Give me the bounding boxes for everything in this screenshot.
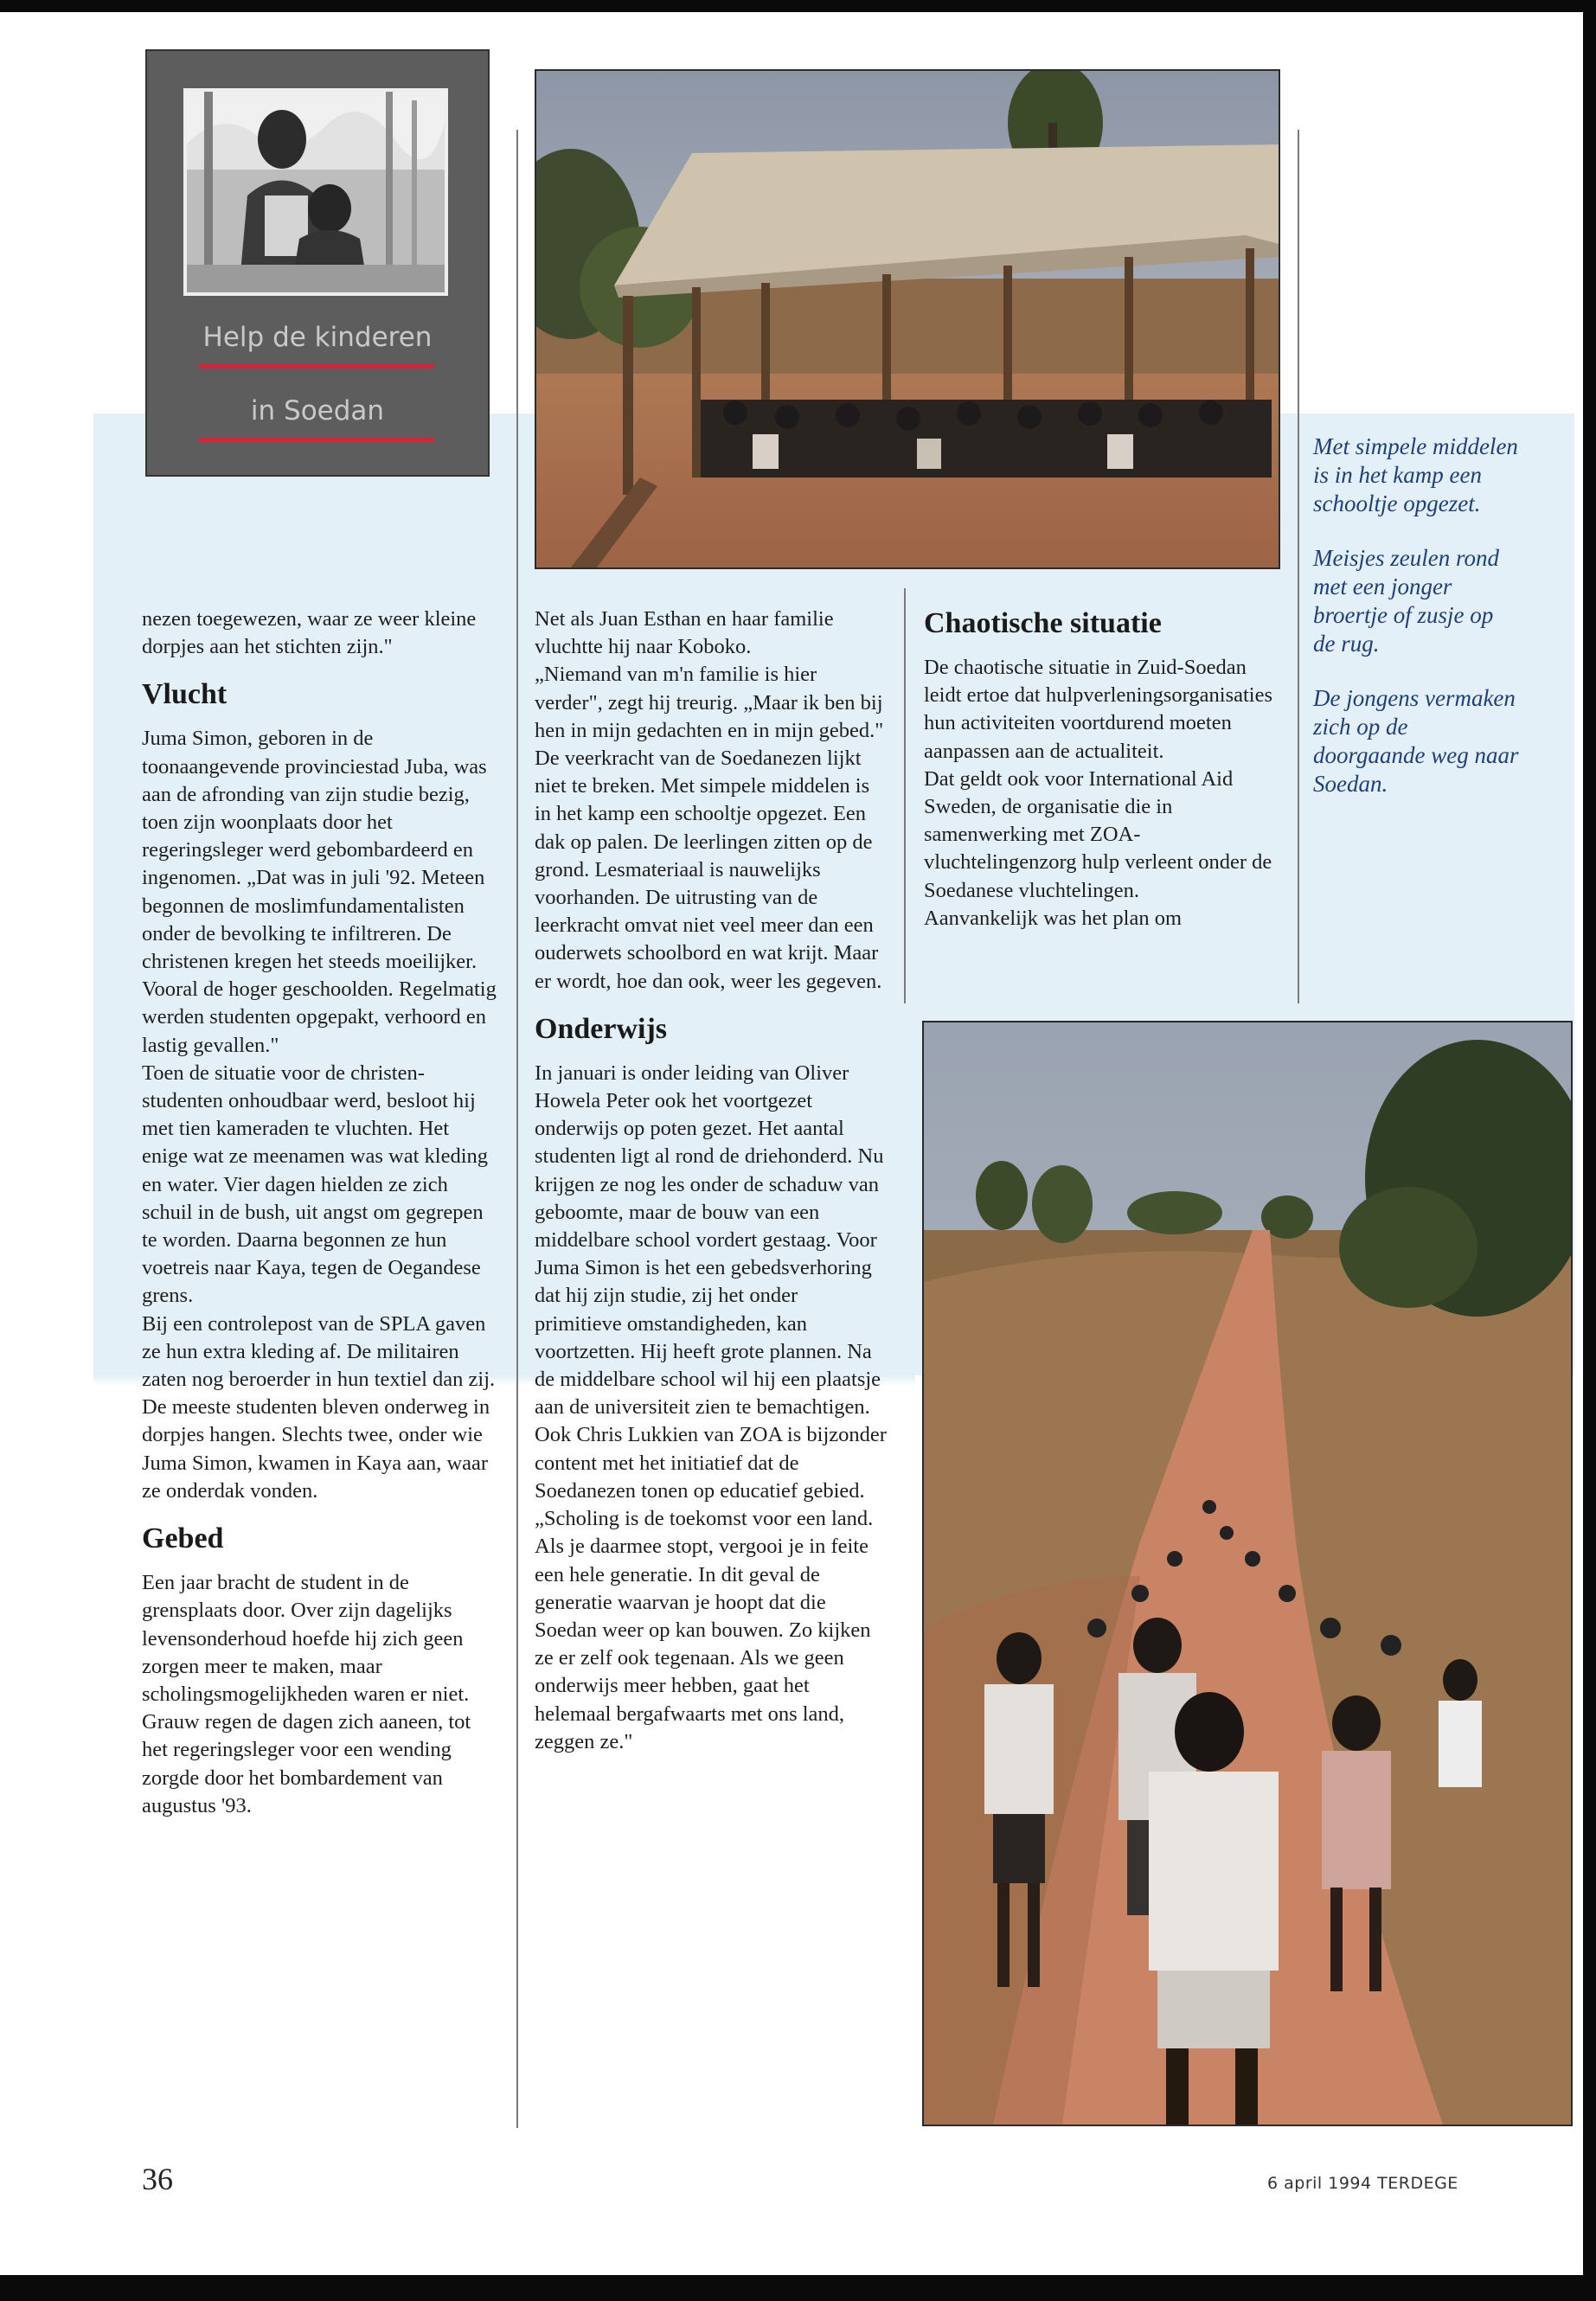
heading-gebed: Gebed bbox=[142, 1522, 224, 1555]
column-rule-2 bbox=[904, 588, 906, 1003]
page-number: 36 bbox=[142, 2162, 173, 2196]
col1-paragraph-4: Een jaar bracht de student in de grensplaats door. Over zijn dagelijks levensonderhoud hoefde hij zich geen zorgen meer te maken, maar scholingsmogelijkheden waren er niet. Grauw regen de dagen zich aaneen, tot het regeringsleger voor een wending zorgde door het bombardement van augustus '93. bbox=[142, 1571, 471, 1817]
caption-school: Met simpele middelen is in het kamp een schooltje opgezet. bbox=[1313, 433, 1518, 516]
col2-paragraph-5: Ook Chris Lukkien van ZOA is bijzonder content met het initiatief dat de Soedanezen tonen op educatief gebied. „Scholing is de toekomst voor een land. Als je daarmee stopt, vergooi je in feite een hele generatie. In dit geval de generatie waarvan je hoopt dat die Soedan weer op kan bouwen. Zo kijken ze er zelf ook tegenaan. Als we geen onderwijs meer hebben, gaat het helemaal bergafwaarts met ons land, zeggen ze." bbox=[535, 1423, 887, 1753]
campaign-logo bbox=[145, 49, 490, 477]
heading-onderwijs: Onderwijs bbox=[535, 1012, 667, 1045]
logo-text-line2: in Soedan bbox=[250, 395, 385, 426]
article-column-1 bbox=[142, 606, 497, 1820]
photo-school-shelter bbox=[535, 69, 1280, 569]
column-rule-3 bbox=[1298, 130, 1299, 1003]
col1-paragraph-1: Juma Simon, geboren in de toonaangevende provinciestad Juba, was aan de afronding van zijn studie bezig, toen zijn woonplaats door het regeringsleger werd gebombardeerd en ingenomen. „Dat was in juli '92. Meteen begonnen de moslimfundamentalisten onder de bevolking te infiltreren. De christenen kregen het steeds moeilijker. Vooral de hoger geschoolden. Regelmatig werden studenten opgepakt, verhoord en lastig gevallen." bbox=[142, 727, 497, 1057]
photo-road-children-image bbox=[924, 1022, 1571, 2125]
caption-boys: De jongens vermaken zich op de doorgaande weg naar Soedan. bbox=[1313, 685, 1519, 797]
col3-paragraph-3: Aanvankelijk was het plan om bbox=[924, 906, 1183, 930]
column-rule-1 bbox=[516, 130, 518, 2128]
photo-captions bbox=[1313, 433, 1521, 824]
logo-photo-image bbox=[187, 92, 445, 292]
col1-paragraph-2: Toen de situatie voor de christen-studenten onhoudbaar werd, besloot hij met tien kameraden te vluchten. Het enige wat ze meenamen was wat kleding en water. Vier dagen hielden ze zich schuil in de bush, uit angst om gegrepen te worden. Daarna begonnen ze hun voetreis naar Kaya, tegen de Oegandese grens. bbox=[142, 1061, 489, 1308]
caption-girls: Meisjes zeulen rond met een jonger broertje of zusje op de rug. bbox=[1313, 545, 1499, 657]
logo-text-line1: Help de kinderen bbox=[202, 322, 433, 353]
logo-red-rule-2 bbox=[199, 438, 434, 442]
issue-date: 6 april 1994 TERDEGE bbox=[1267, 2174, 1458, 2193]
col3-paragraph-2: Dat geldt ook voor International Aid Sweden, de organisatie die in samenwerking met ZOA-vluchtelingenzorg hulp verleent onder de Soedanese vluchtelingen. bbox=[924, 766, 1272, 902]
logo-photo-children bbox=[183, 88, 448, 296]
col2-paragraph-4: In januari is onder leiding van Oliver Howela Peter ook het voortgezet onderwijs op poten gezet. Het aantal studenten ligt al rond de driehonderd. Nu krijgen ze nog les onder de schaduw van geboomte, maar de bouw van een middelbare school vordert gestaag. Voor Juma Simon is het een gebedsverhoring dat hij zijn studie, zij het onder primitieve omstandigheden, kan voortzetten. Hij heeft grote plannen. Na de middelbare school wil hij een plaatsje aan de universiteit zien te bemachtigen. bbox=[535, 1061, 884, 1420]
article-column-2 bbox=[535, 606, 889, 1756]
col1-paragraph-3: Bij een controlepost van de SPLA gaven ze hun extra kleding af. De militairen zaten nog beroerder in hun textiel dan zij. De meeste studenten bleven onderweg in dorpjes hangen. Slechts twee, onder wie Juma Simon, kwamen in Kaya aan, waar ze onderdak vonden. bbox=[142, 1311, 496, 1503]
col2-paragraph-2: „Niemand van m'n familie is hier verder", zegt hij treurig. „Maar ik ben bij hen in mijn gedachten en in mijn gebed." bbox=[535, 663, 884, 742]
photo-road-children bbox=[922, 1021, 1573, 2126]
col2-paragraph-1: Net als Juan Esthan en haar familie vluchtte hij naar Koboko. bbox=[535, 607, 834, 659]
photo-school-shelter-image bbox=[536, 71, 1279, 567]
heading-vlucht: Vlucht bbox=[142, 678, 228, 711]
logo-red-rule-1 bbox=[199, 364, 434, 369]
article-column-3 bbox=[924, 606, 1287, 933]
scan-border-top bbox=[0, 0, 1596, 12]
col2-paragraph-3: De veerkracht van de Soedanezen lijkt niet te breken. Met simpele middelen is in het kamp een schooltje opgezet. Een dak op palen. De leerlingen zitten op de grond. Lesmateriaal is nauwelijks voorhanden. De uitrusting van de leerkracht omvat niet veel meer dan een ouderwets schoolbord en wat krijt. Maar er wordt, hoe dan ook, weer les gegeven. bbox=[535, 747, 882, 993]
scan-border-right bbox=[1583, 0, 1596, 2301]
col3-paragraph-1: De chaotische situatie in Zuid-Soedan leidt ertoe dat hulpverleningsorganisaties hun activiteiten voortdurend moeten aanpassen aan de actualiteit. bbox=[924, 656, 1273, 763]
heading-chaotische-situatie: Chaotische situatie bbox=[924, 607, 1162, 639]
scan-border-bottom bbox=[0, 2275, 1596, 2301]
col1-intro: nezen toegewezen, waar ze weer kleine dorpjes aan het stichten zijn." bbox=[142, 607, 477, 659]
